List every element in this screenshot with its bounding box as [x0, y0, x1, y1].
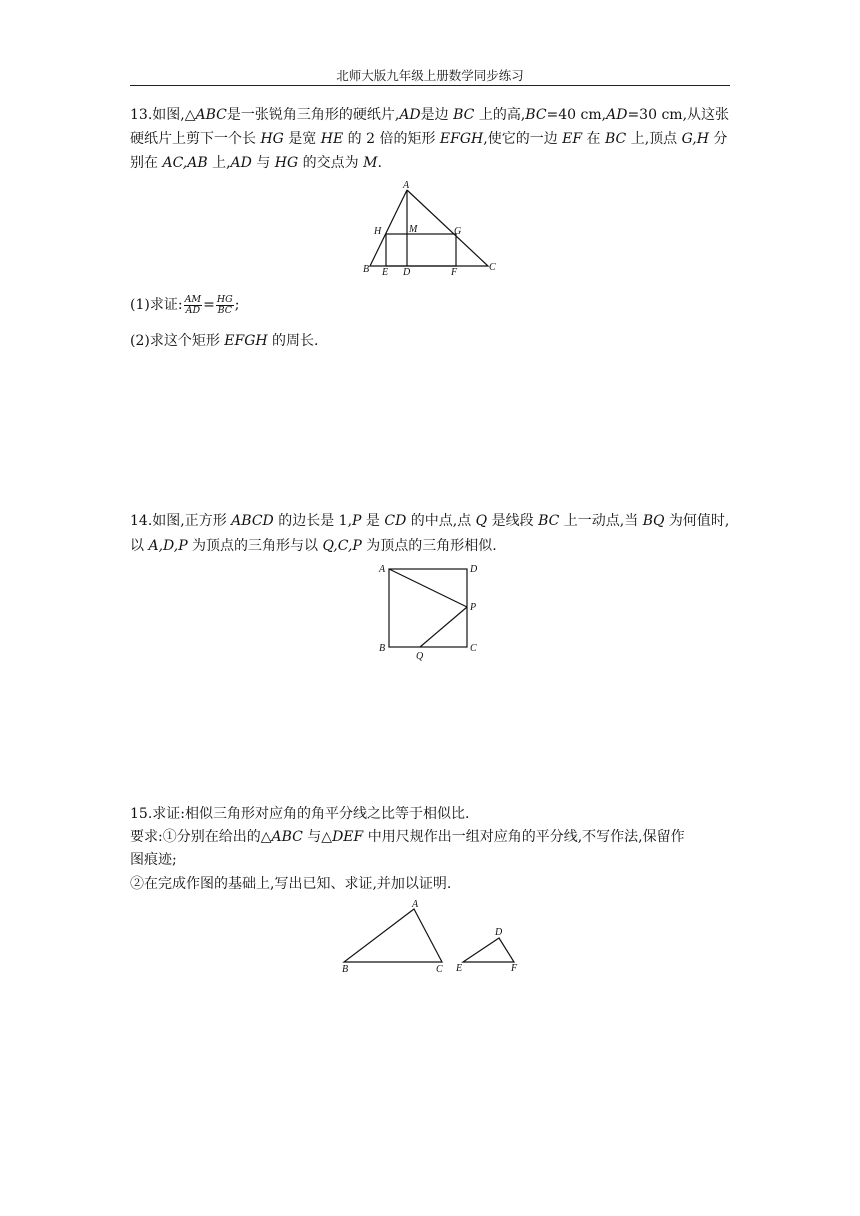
- label-a: A: [379, 564, 386, 575]
- label-c: C: [436, 964, 443, 975]
- fraction-hg-bc: $\frac{HG}{BC}$: [216, 293, 233, 316]
- label-m: M: [409, 224, 418, 235]
- label-b: B: [342, 964, 349, 975]
- label-c: C: [470, 643, 477, 654]
- segment-pq: [420, 607, 467, 647]
- q15-line2: 要求:①分别在给出的△ABC 与△DEF 中用尺规作出一组对应角的平分线,不写作法,保留作: [130, 829, 685, 845]
- label-d: D: [495, 927, 503, 938]
- q14-line2: 以 A,D,P 为顶点的三角形与以 Q,C,P 为顶点的三角形相似.: [130, 538, 497, 554]
- q13-figure: [358, 176, 508, 280]
- q15-line3: 图痕迹;: [130, 852, 177, 868]
- label-g: G: [454, 226, 462, 237]
- q14-line1: 14.如图,正方形 ABCD 的边长是 1,P 是 CD 的中点,点 Q 是线段 BC 上一动点,当 BQ 为何值时,: [130, 513, 730, 529]
- q15-line4: ②在完成作图的基础上,写出已知、求证,并加以证明.: [130, 876, 452, 892]
- triangle-abc: [344, 909, 442, 962]
- label-q: Q: [416, 651, 424, 662]
- label-a: A: [412, 899, 419, 910]
- label-a: A: [403, 180, 410, 191]
- label-c: C: [489, 262, 496, 273]
- rectangle-efgh: [386, 234, 456, 266]
- label-d: D: [403, 267, 411, 278]
- square-abcd: [389, 569, 467, 647]
- segment-ap: [389, 569, 467, 607]
- label-f: F: [511, 963, 518, 974]
- triangle-def: [463, 938, 514, 962]
- q15-figure: [336, 896, 526, 980]
- q13-part2: (2)求这个矩形 EFGH 的周长.: [130, 333, 319, 349]
- q13-part1: (1)求证: $\frac{AM}{AD}$ = $\frac{HG}{BC}$ ;: [130, 293, 240, 316]
- label-p: P: [470, 602, 477, 613]
- header-divider: [130, 85, 730, 86]
- q13-line1: 13.如图,△ABC是一张锐角三角形的硬纸片,AD是边 BC 上的高,BC=40 cm,AD=30 cm,从这张: [130, 107, 730, 123]
- q13-line3: 别在 AC,AB 上,AD 与 HG 的交点为 M.: [130, 155, 382, 171]
- label-e: E: [382, 267, 389, 278]
- fraction-am-ad: $\frac{AM}{AD}$: [184, 293, 202, 316]
- label-h: H: [374, 226, 382, 237]
- label-f: F: [451, 267, 458, 278]
- label-b: B: [379, 643, 386, 654]
- q15-line1: 15.求证:相似三角形对应角的角平分线之比等于相似比.: [130, 806, 470, 822]
- page-header: 北师大版九年级上册数学同步练习: [336, 68, 524, 83]
- label-e: E: [456, 963, 463, 974]
- label-d: D: [470, 564, 478, 575]
- q13-line2: 硬纸片上剪下一个长 HG 是宽 HE 的 2 倍的矩形 EFGH,使它的一边 EF 在 BC 上,顶点 G,H 分: [130, 131, 728, 147]
- triangle-abc: [370, 190, 488, 266]
- label-b: B: [363, 264, 370, 275]
- q14-figure: [372, 560, 492, 662]
